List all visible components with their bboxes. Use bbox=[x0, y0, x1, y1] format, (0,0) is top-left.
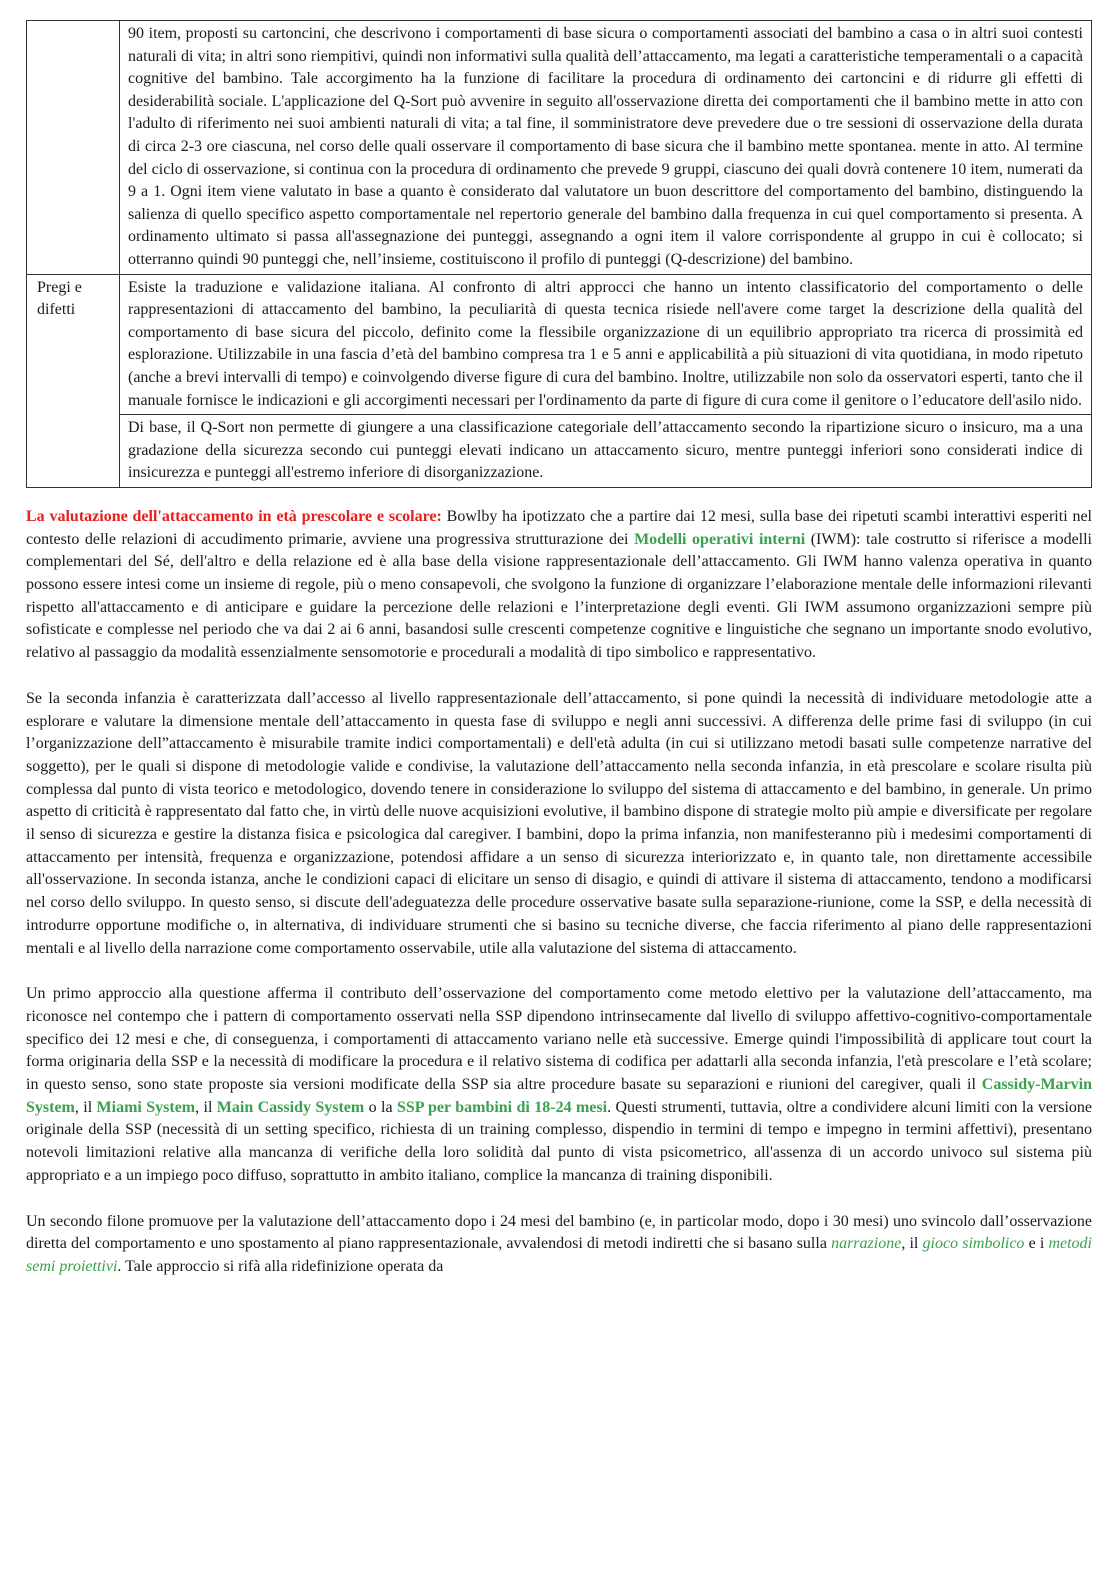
paragraph-text: , il bbox=[195, 1098, 217, 1116]
key-term: Cassidy-Marvin System bbox=[26, 1076, 1092, 1116]
paragraph-text: e i bbox=[1024, 1235, 1049, 1253]
row-label-pregi-difetti: Pregi e difetti bbox=[27, 274, 120, 487]
paragraph-text: , il bbox=[74, 1098, 97, 1116]
qsort-table bbox=[26, 20, 1092, 488]
table-row bbox=[27, 415, 1092, 488]
key-term: Modelli operativi interni bbox=[634, 530, 806, 548]
paragraph-secondo-filone bbox=[26, 1211, 1092, 1279]
paragraph-text: Un secondo filone promuove per la valutazione dell’attaccamento dopo i 24 mesi del bambino (e, in particolar modo, dopo i 30 mesi) uno svincolo dall’osservazione diretta del comportamento e uno spostamento al piano rappresentazionale, avvalendosi di metodi indiretti che si basano sulla bbox=[26, 1212, 1092, 1253]
key-term: Miami System bbox=[96, 1098, 196, 1116]
paragraph-text: . Questi strumenti, tuttavia, oltre a condividere alcuni limiti con la versione originale della SSP (necessità di un setting specifico, richiesta di un training complesso, dispendio in termini di tempo e impegno in termini affettivi), presentano notevoli limitazioni relative alla mancanza di verifiche della loro solidità dal punto di vista psicometrico, all'assenza di un accordo univoco sul sistema più appropriato e a un impiego poco diffuso, soprattutto in ambito italiano, complice la mancanza di training disponibili. bbox=[26, 1098, 1093, 1184]
paragraph-text: , il bbox=[901, 1235, 923, 1253]
section-heading: La valutazione dell'attaccamento in età prescolare e scolare: bbox=[26, 507, 442, 525]
key-term: Main Cassidy System bbox=[216, 1098, 365, 1116]
key-term: metodi semi proiettivi bbox=[26, 1235, 1092, 1275]
paragraph-primo-approccio bbox=[26, 983, 1092, 1187]
row-text: 90 item, proposti su cartoncini, che descrivono i comportamenti di base sicura o comportamenti associati del bambino a casa o in altri suoi contesti naturali di vita; in altri sono riempitivi, quindi non informativi sulla qualità dell’attaccamento, ma legati a caratteristiche temperamentali o a capacità cognitive del bambino. Tale accorgimento ha la funzione di facilitare la procedura di ordinamento dei cartoncini e di ridurre gli effetti di desiderabilità sociale. L'applicazione del Q-Sort può avvenire in seguito all'osservazione diretta dei comportamenti che il bambino mette in atto con l'adulto di riferimento nei suoi ambienti naturali di vita; a tal fine, il somministratore deve prevedere due o tre sessioni di osservazione della durata di circa 2-3 ore ciascuna, nel corso delle quali osservare il comportamento di base sicura che il bambino mette spontanea. mente in atto. Al termine del ciclo di osservazione, si continua con la procedura di ordinamento che prevede 9 gruppi, ciascuno dei quali dovrà contenere 10 item, numerati da 9 a 1. Ogni item viene valutato in base a quanto è considerato dal valutatore un buon descrittore del comportamento del bambino, distinguendo la salienza di quello specifico aspetto comportamentale nel repertorio generale del bambino dalla frequenza in cui quel comportamento si presenta. A ordinamento ultimato si passa all'assegnazione dei punteggi, assegnando a ogni item il valore corrispondente al gruppo in cui è collocato; si otterranno quindi 90 punteggi che, nell’insieme, costituiscono il profilo di punteggi (Q-descrizione) del bambino. bbox=[120, 21, 1092, 275]
paragraph-text: Bowlby ha ipotizzato che a partire dai 12 mesi, sulla base dei ripetuti scambi interattivi esperiti nel contesto delle relazioni di accudimento primarie, avviene una progressiva strutturazione dei bbox=[26, 507, 1092, 548]
paragraph-text: Un primo approccio alla questione afferma il contributo dell’osservazione del comportamento come metodo elettivo per la valutazione dell’attaccamento, ma riconosce nel contempo che i pattern di comportamento osservati nella SSP dipendono intrinsecamente dal livello di sviluppo affettivo-cognitivo-comportamentale specifico dei 12 mesi e che, di conseguenza, i comportamenti di attaccamento variano nelle età successive. Emerge quindi l'impossibilità di applicare tout court la forma originaria della SSP e la necessità di modificare la procedura e il relativo sistema di codifica per adattarli alla seconda infanzia, l'età prescolare e l’età scolare; in questo senso, sono state proposte sia versioni modificate della SSP sia altre procedure basate su separazioni e riunioni del caregiver, quali il bbox=[26, 985, 1092, 1094]
table-row bbox=[27, 274, 1092, 415]
paragraph-text: o la bbox=[364, 1098, 397, 1116]
paragraph-text: (IWM): tale costrutto si riferisce a modelli complementari del Sé, dell'altro e della relazione ed è alla base della visione rappresentazionale dell’attaccamento. Gli IWM hanno valenza operativa in quanto possono essere intesi come un insieme di regole, più o meno consapevoli, che svolgono la funzione di organizzare l’elaborazione mentale delle informazioni rilevanti rispetto all'attaccamento e di anticipare e guidare la percezione delle relazioni e l’interpretazione degli eventi. Gli IWM assumono organizzazioni sempre più sofisticate e complesse nel periodo che va dai 2 ai 6 anni, basandosi sulle crescenti competenze cognitive e linguistiche che segnano un importante snodo evolutivo, relativo al passaggio da modalità essenzialmente sensomotorie e procedurali a modalità di tipo simbolico e rappresentativo. bbox=[26, 530, 1093, 662]
key-term: SSP per bambini di 18-24 mesi bbox=[396, 1098, 608, 1116]
paragraph-seconda-infanzia: Se la seconda infanzia è caratterizzata dall’accesso al livello rappresentazionale dell’attaccamento, si pone quindi la necessità di individuare metodologie atte a esplorare e valutare la dimensione mentale dell’attaccamento in questa fase di sviluppo e negli anni successivi. A differenza delle prime fasi di sviluppo (in cui l’organizzazione dell”attaccamento è misurabile tramite indici comportamentali) e dell'età adulta (in cui si utilizzano metodi basati sulle competenze narrative del soggetto), per le quali si dispone di metodologie valide e condivise, la valutazione dell’attaccamento nella seconda infanzia, in età prescolare e scolare risulta più complessa dal punto di vista teorico e metodologico, dovendo tenere in considerazione lo sviluppo del sistema di attaccamento e del bambino, in generale. Un primo aspetto di criticità è rappresentato dal fatto che, in virtù delle nuove acquisizioni evolutive, il bambino dispone di strategie molto più ampie e diversificate per regolare il senso di sicurezza e gestire la distanza fisica e psicologica dal caregiver. I bambini, dopo la prima infanzia, non manifesteranno più i medesimi comportamenti di attaccamento per intensità, frequenza e organizzazione, potendosi affidare a un senso di sicurezza interiorizzato e, in quanto tale, non direttamente accessibile all'osservazione. In seconda istanza, anche le condizioni capaci di elicitare un senso di disagio, e quindi di attivare il sistema di attaccamento, tendono a modificarsi nel corso dello sviluppo. In questo senso, si discute dell'adeguatezza delle procedure osservative basate sulla separazione-riunione, come la SSP, e della necessità di introdurre opportune modifiche o, in alternativa, di individuare strumenti che si basino su tecniche diverse, che faccia riferimento al piano delle rappresentazioni mentali e al livello della narrazione come comportamento osservabile, utile alla valutazione del sistema di attaccamento. bbox=[26, 689, 1092, 957]
row-label bbox=[27, 21, 120, 275]
key-term: gioco simbolico bbox=[922, 1235, 1025, 1253]
row-text-difetti: Di base, il Q-Sort non permette di giungere a una classificazione categoriale dell’attaccamento secondo la ripartizione sicuro o insicuro, ma a una gradazione della sicurezza secondo cui punteggi elevati indicano un attaccamento sicuro, mentre punteggi inferiori sono considerati indice di insicurezza e punteggi all'estremo inferiore di disorganizzazione. bbox=[120, 415, 1092, 488]
document-page bbox=[26, 20, 1092, 1279]
key-term: narrazione bbox=[831, 1235, 902, 1253]
paragraph-text: . Tale approccio si rifà alla ridefinizione operata da bbox=[117, 1257, 444, 1275]
table-row bbox=[27, 21, 1092, 275]
paragraph-valutazione-prescolare bbox=[26, 506, 1092, 665]
row-text-pregi: Esiste la traduzione e validazione italiana. Al confronto di altri approcci che hanno un intento classificatorio del comportamento o delle rappresentazioni di attaccamento del bambino, la peculiarità di questa tecnica risiede nell'avere come target la descrizione della qualità del comportamento di base sicura del piccolo, definito come la flessibile organizzazione di un equilibrio appropriato tra ricerca di prossimità ed esplorazione. Utilizzabile in una fascia d’età del bambino compresa tra 1 e 5 anni e applicabilità a più situazioni di vita quotidiana, in modo ripetuto (anche a brevi intervalli di tempo) e coinvolgendo diverse figure di cura del bambino. Inoltre, utilizzabile non solo da osservatori esperti, tanto che il manuale fornisce le indicazioni e gli accorgimenti necessari per l'ordinamento da parte di figure di cura come il genitore o l’educatore dell'asilo nido. bbox=[120, 274, 1092, 415]
